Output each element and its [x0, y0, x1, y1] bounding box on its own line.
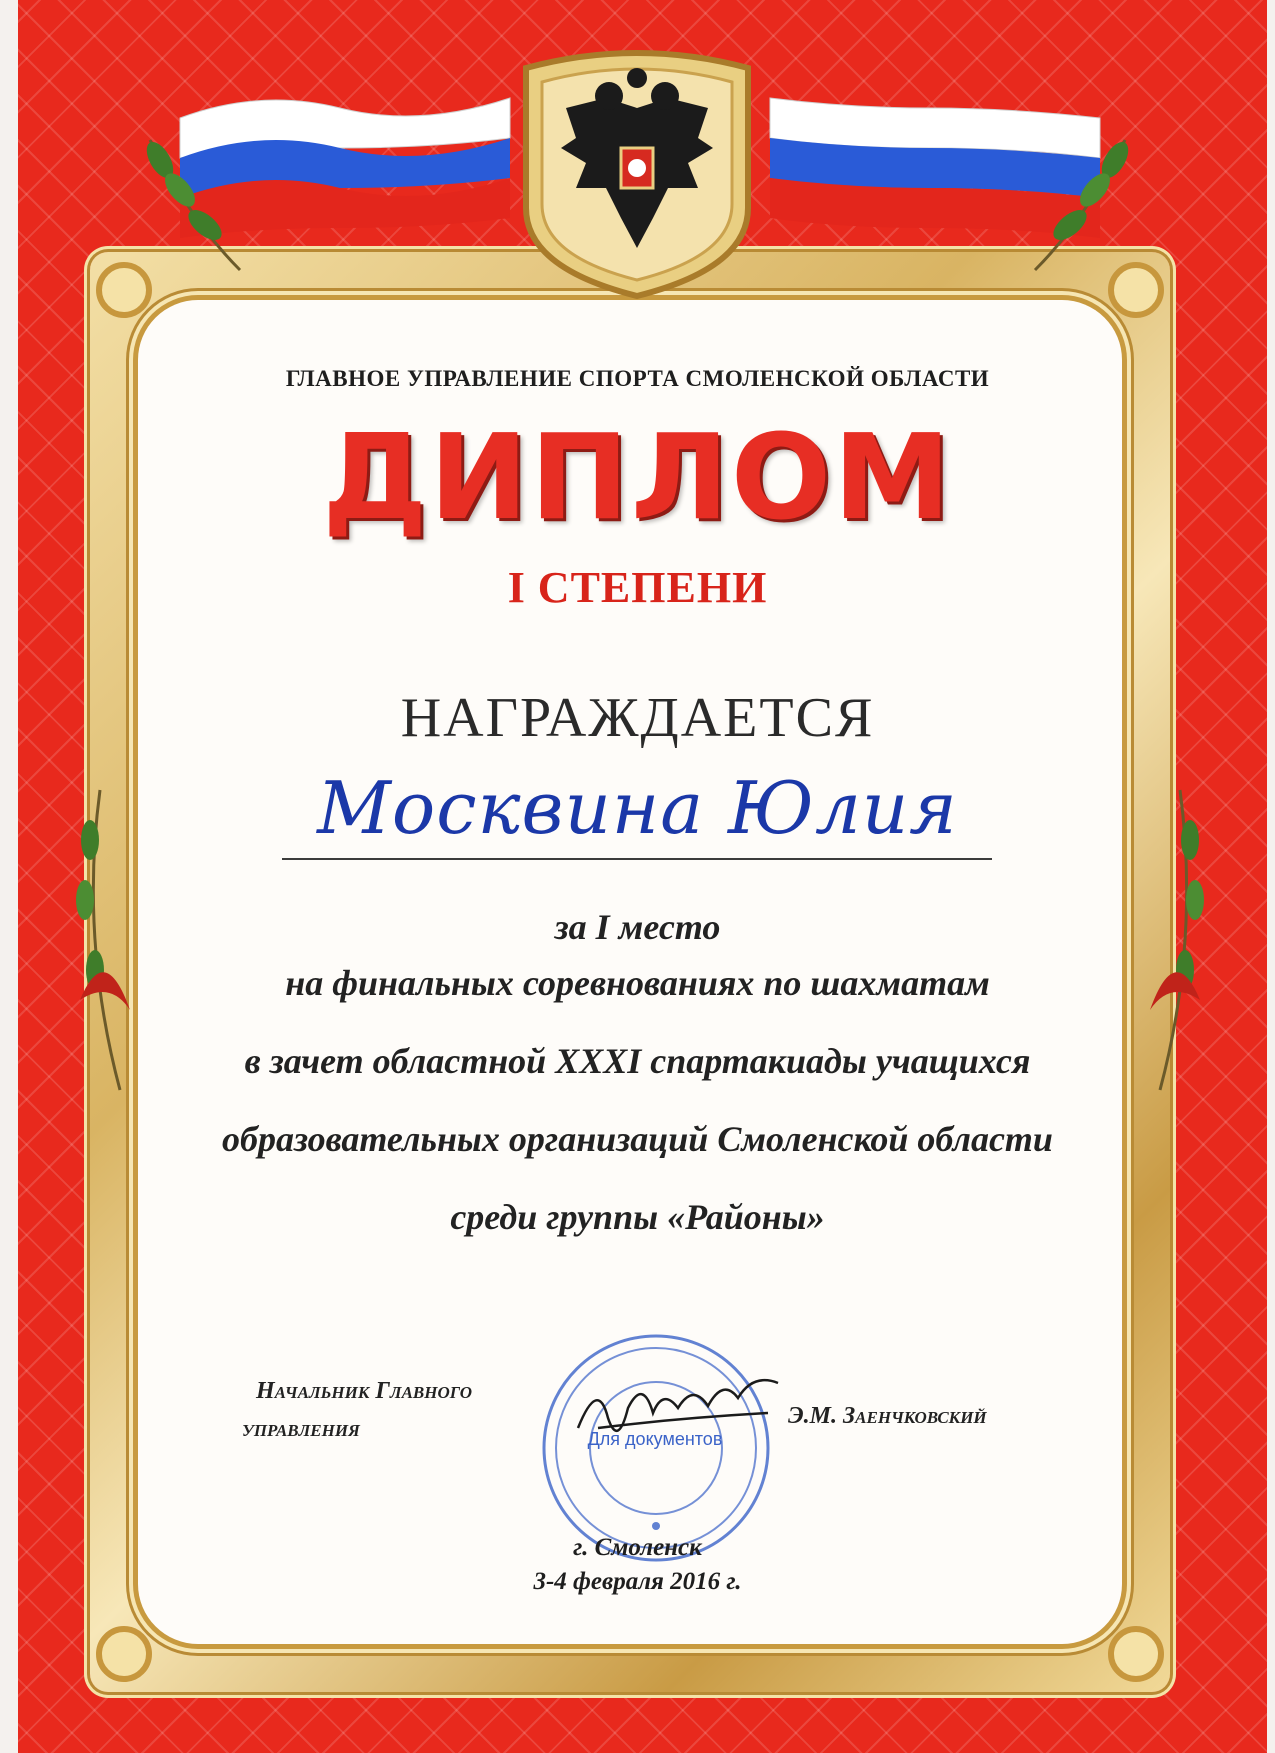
- reason-line: за I место: [554, 907, 721, 947]
- laurel-ribbon-icon: [60, 780, 150, 1100]
- awarded-label: НАГРАЖДАЕТСЯ: [400, 687, 875, 749]
- reason-line: в зачет областной XXXI спартакиады учащихся: [244, 1041, 1031, 1081]
- diploma-title: ДИПЛОМ: [322, 408, 953, 546]
- frame-scroll-icon: [96, 1626, 152, 1682]
- date-line: 3-4 февраля 2016 г.: [533, 1568, 742, 1595]
- reason-line: среди группы «Районы»: [450, 1197, 825, 1237]
- city-line: г. Смоленск: [573, 1534, 702, 1561]
- recipient-name: Москвина Юлия: [317, 766, 958, 850]
- laurel-ribbon-icon: [1130, 780, 1220, 1100]
- recipient-underline: [282, 858, 992, 860]
- stamp-label: Для документов: [587, 1429, 723, 1449]
- signatory-title-line: управления: [242, 1416, 360, 1442]
- signatory-name: Э.М. Заенчковский: [788, 1403, 987, 1429]
- diploma-degree: I СТЕПЕНИ: [507, 563, 768, 612]
- signatory-title-line: Начальник Главного: [256, 1378, 473, 1404]
- organization-name: ГЛАВНОЕ УПРАВЛЕНИЕ СПОРТА СМОЛЕНСКОЙ ОБЛАСТИ: [285, 366, 990, 391]
- frame-scroll-icon: [1108, 1626, 1164, 1682]
- reason-line: на финальных соревнованиях по шахматам: [285, 963, 990, 1003]
- reason-line: образовательных организаций Смоленской области: [222, 1119, 1053, 1159]
- coat-of-arms-icon: [506, 38, 768, 300]
- laurel-branch-icon: [130, 130, 250, 280]
- paper-edge: [1267, 0, 1275, 1753]
- signature-icon: [568, 1358, 788, 1458]
- paper-edge: [0, 0, 18, 1753]
- signatory-title: [242, 1372, 473, 1448]
- laurel-branch-icon: [1025, 130, 1145, 280]
